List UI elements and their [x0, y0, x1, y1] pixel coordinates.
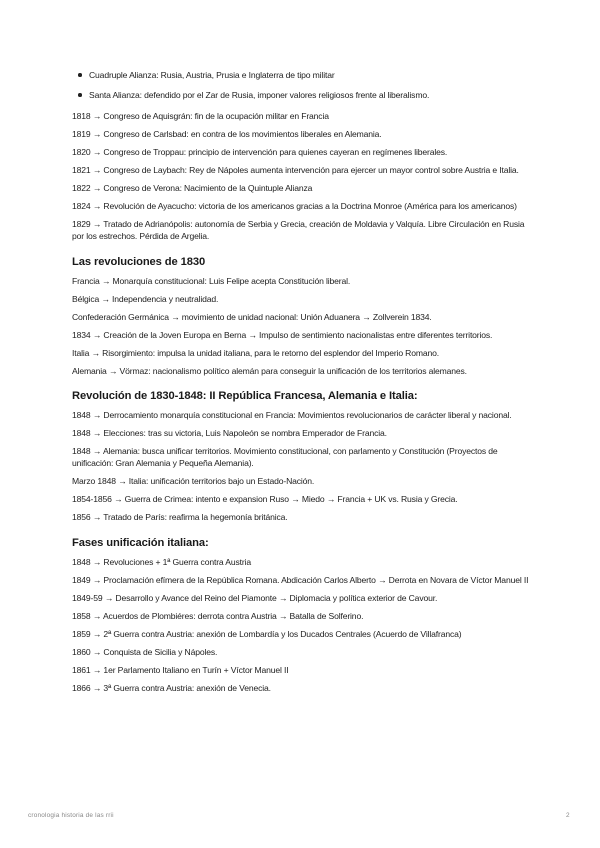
timeline-entry: 1820 → Congreso de Troppau: principio de intervención para quienes cayeran en regímenes liberales.	[72, 146, 448, 157]
timeline-entry: 1848 → Derrocamiento monarquía constitucional en Francia: Movimientos revolucionarios de carácter liberal y nacional.	[72, 410, 512, 421]
timeline-entry: 1818 → Congreso de Aquisgrán: fin de la ocupación militar en Francia	[72, 110, 329, 121]
document-content	[72, 69, 534, 700]
footer-document-title: cronologia historia de las rrii	[28, 812, 114, 819]
section-1830-1848-entries	[72, 409, 534, 524]
section-heading-1830-1848: Revolución de 1830-1848: II República Francesa, Alemania e Italia:	[72, 390, 418, 403]
footer-page-number: 2	[566, 812, 570, 819]
section-italian-unification-entries	[72, 556, 534, 694]
alliances-list	[72, 69, 534, 102]
timeline-entry: Italia → Risorgimiento: impulsa la unidad italiana, para le retorno del esplendor del Imperio Romano.	[72, 347, 439, 358]
timeline-entry: Marzo 1848 → Italia: unificación territorios bajo un Estado-Nación.	[72, 476, 315, 487]
timeline-entry: 1848 → Alemania: busca unificar territorios. Movimiento constitucional, con parlamento y Constitución (Proyectos de unificación: Gran Alemania y Pequeña Alemania).	[72, 446, 498, 469]
timeline-entry: 1859 → 2ª Guerra contra Austria: anexión de Lombardía y los Ducados Centrales (Acuerdo de Villafranca)	[72, 628, 462, 639]
timeline-entry: 1860 → Conquista de Sicilia y Nápoles.	[72, 646, 218, 657]
section-heading-1830: Las revoluciones de 1830	[72, 255, 206, 268]
timeline-entry: 1824 → Revolución de Ayacucho: victoria de los americanos gracias a la Doctrina Monroe (América para los americanos)	[72, 200, 517, 211]
timeline-entry: Bélgica → Independencia y neutralidad.	[72, 293, 219, 304]
timeline-entry: 1829 → Tratado de Adrianópolis: autonomía de Serbia y Grecia, creación de Moldavia y Valquía. Libre Circulación en Rusia por los estrechos. Pérdida de Argelia.	[72, 218, 525, 242]
timeline-entry: 1854-1856 → Guerra de Crimea: intento e expansion Ruso → Miedo → Francia + UK vs. Rusia y Grecia.	[72, 494, 458, 505]
timeline-entry: Alemania → Vörmaz: nacionalismo político alemán para conseguir la unificación de los territorios alemanes.	[72, 365, 467, 376]
timeline-entry: Francia → Monarquía constitucional: Luis Felipe acepta Constitución liberal.	[72, 275, 351, 286]
timeline-entry: 1849-59 → Desarrollo y Avance del Reino del Piamonte → Diplomacia y política exterior de Cavour.	[72, 592, 438, 603]
timeline-entry: 1861 → 1er Parlamento Italiano en Turín + Víctor Manuel II	[72, 664, 289, 675]
list-item: Cuadruple Alianza: Rusia, Austria, Prusia e Inglaterra de tipo militar	[89, 69, 534, 81]
timeline-entry: 1834 → Creación de la Joven Europa en Berna → Impulso de sentimiento nacionalistas entre diferentes territorios.	[72, 329, 493, 340]
congress-entries	[72, 110, 534, 243]
timeline-entry: 1866 → 3ª Guerra contra Austria: anexión de Venecia.	[72, 682, 271, 693]
timeline-entry: 1848 → Elecciones: tras su victoria, Luis Napoleón se nombra Emperador de Francia.	[72, 428, 387, 439]
timeline-entry: 1821 → Congreso de Laybach: Rey de Nápoles aumenta intervención para ejercer un mayor control sobre Austria e Italia.	[72, 164, 519, 175]
timeline-entry: 1822 → Congreso de Verona: Nacimiento de la Quintuple Alianza	[72, 182, 313, 193]
list-item: Santa Alianza: defendido por el Zar de Rusia, imponer valores religiosos frente al liberalismo.	[89, 89, 534, 101]
timeline-entry: 1849 → Proclamación efímera de la República Romana. Abdicación Carlos Alberto → Derrota en Novara de Víctor Manuel II	[72, 574, 529, 585]
section-1830-entries	[72, 275, 534, 377]
section-heading-italian-unification: Fases unificación italiana:	[72, 536, 209, 549]
timeline-entry: Confederación Germánica → movimiento de unidad nacional: Unión Aduanera → Zollverein 1834.	[72, 311, 432, 322]
timeline-entry: 1819 → Congreso de Carlsbad: en contra de los movimientos liberales en Alemania.	[72, 128, 382, 139]
timeline-entry: 1858 → Acuerdos de Plombiéres: derrota contra Austria → Batalla de Solferino.	[72, 610, 364, 621]
timeline-entry: 1856 → Tratado de París: reafirma la hegemonía británica.	[72, 512, 288, 523]
timeline-entry: 1848 → Revoluciones + 1ª Guerra contra Austria	[72, 556, 251, 567]
